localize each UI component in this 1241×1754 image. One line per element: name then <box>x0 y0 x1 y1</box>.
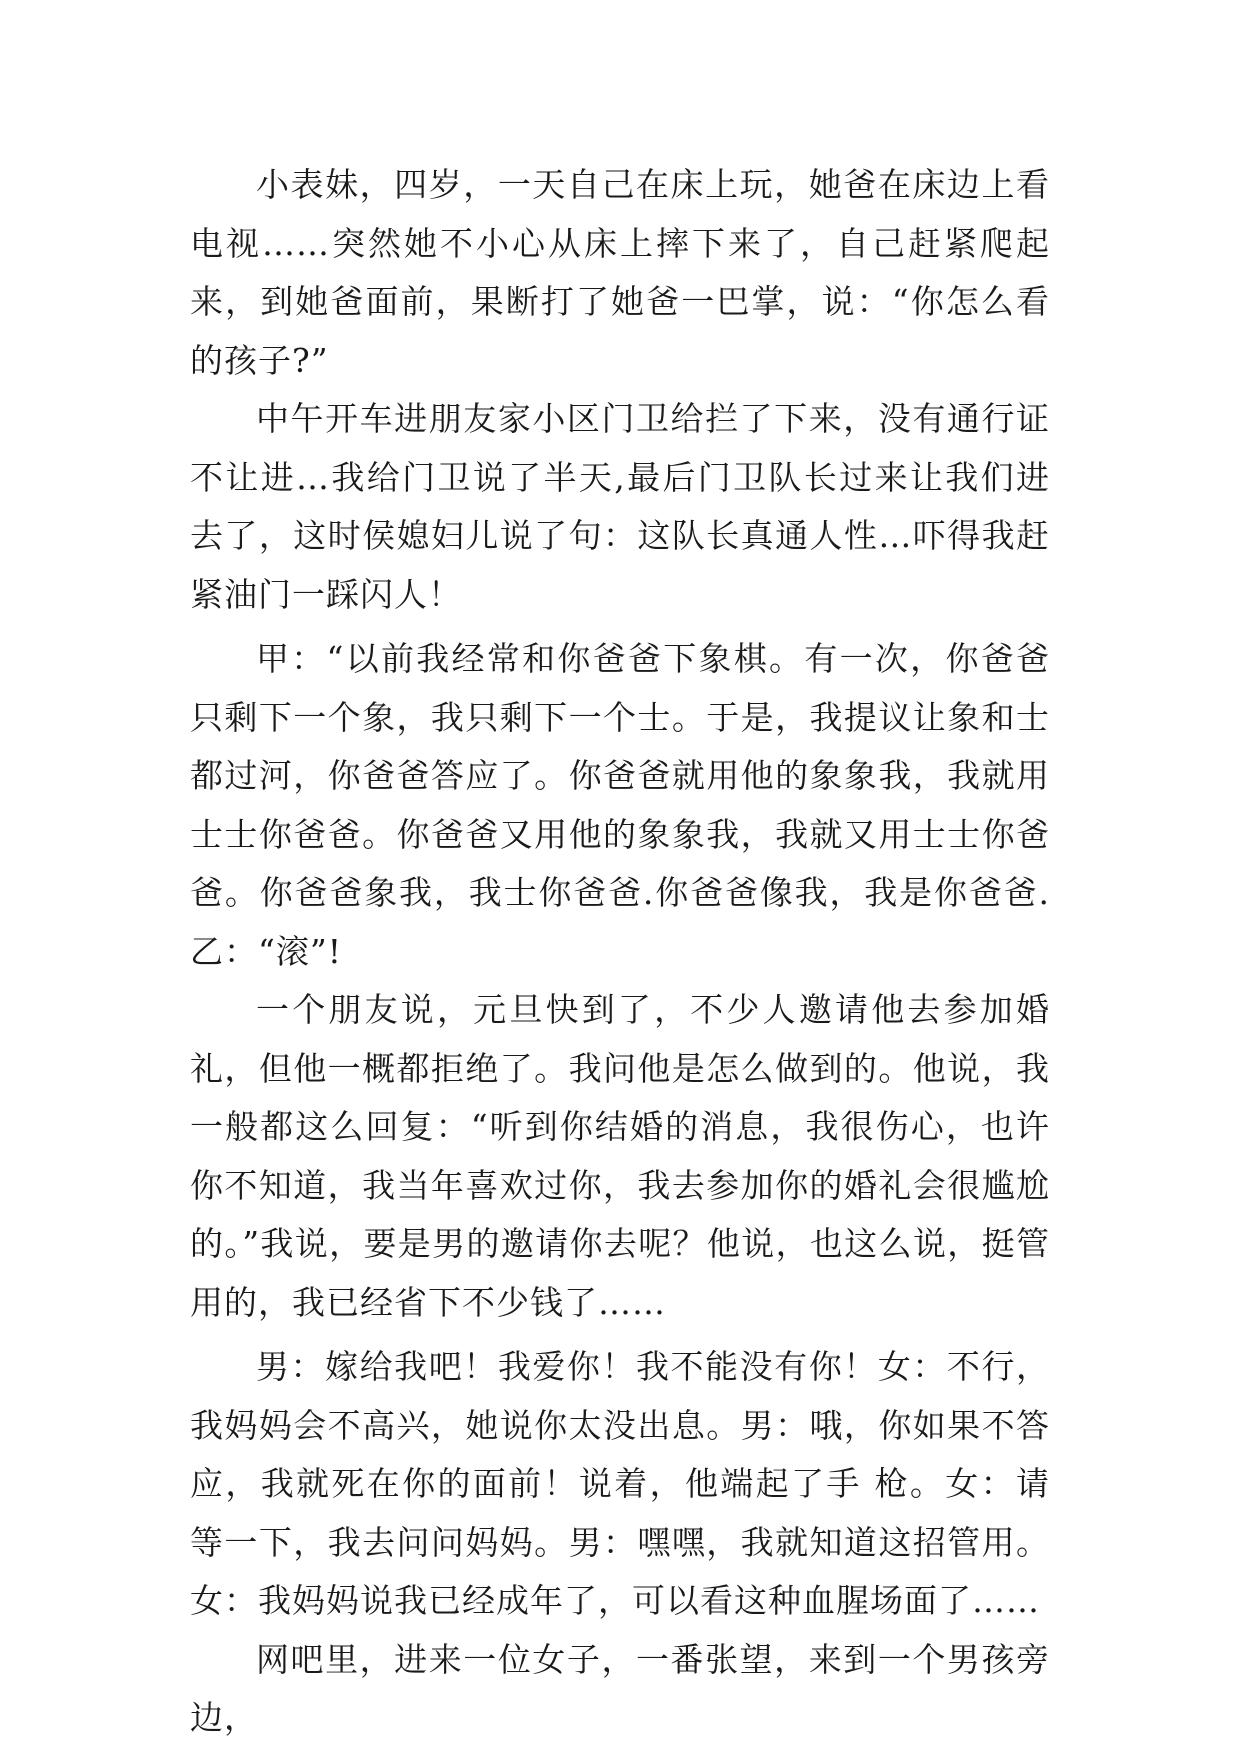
paragraph-6: 网吧里，进来一位女子，一番张望，来到一个男孩旁边， <box>190 1639 1050 1737</box>
paragraph-5: 男：嫁给我吧！我爱你！我不能没有你！女：不行，我妈妈会不高兴，她说你太没出息。男：哦，你如果不答应，我就死在你的面前！说着，他端起了手 枪。女：请等一下，我去问问妈妈。男：嘿嘿，我就知道这招管用。 女：我妈妈说我已经成年了，可以看这种血腥场面了…… <box>190 1347 1050 1620</box>
paragraph-4: 一个朋友说，元旦快到了，不少人邀请他去参加婚礼，但他一概都拒绝了。我问他是怎么做到的。他说，我一般都这么回复：“听到你结婚的消息，我很伤心，也许你不知道，我当年喜欢过你，我去参加你的婚礼会很尴尬的。”我说，要是男的邀请你去呢？他说，也这么说，挺管用的，我已经省下不少钱了…… <box>190 990 1050 1322</box>
paragraph-3: 甲：“以前我经常和你爸爸下象棋。有一次，你爸爸只剩下一个象，我只剩下一个士。于是，我提议让象和士都过河，你爸爸答应了。你爸爸就用他的象象我，我就用士士你爸爸。你爸爸又用他的象象我，我就又用士士你爸爸。你爸爸象我，我士你爸爸.你爸爸像我，我是你爸爸.乙：“滚”! <box>190 639 1050 971</box>
paragraph-1: 小表妹，四岁，一天自己在床上玩，她爸在床边上看电视……突然她不小心从床上摔下来了，自己赶紧爬起来，到她爸面前，果断打了她爸一巴掌，说：“你怎么看的孩子?” <box>190 165 1050 380</box>
document-body <box>190 156 1050 1748</box>
paragraph-2: 中午开车进朋友家小区门卫给拦了下来，没有通行证不让进…我给门卫说了半天,最后门卫队长过来让我们进去了，这时侯媳妇儿说了句：这队长真通人性…吓得我赶紧油门一踩闪人！ <box>190 399 1050 614</box>
